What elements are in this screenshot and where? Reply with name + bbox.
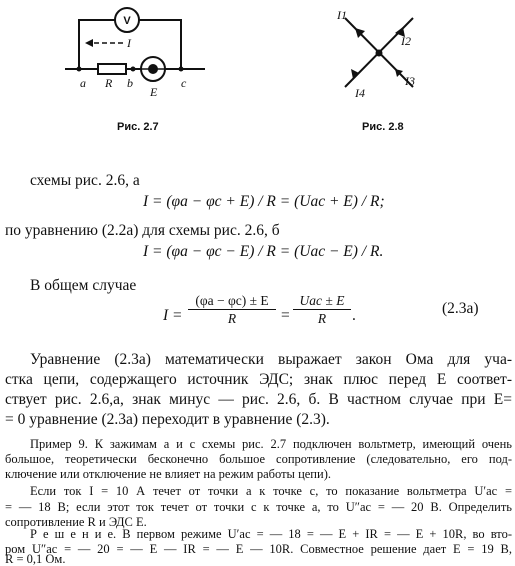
solution-line-1: Р е ш е н и е. В первом режиме U′ac = — 18 = — E + IR = — E + 10R, во вто- xyxy=(30,527,512,541)
fraction-1-denominator: R xyxy=(227,311,237,326)
text-line-eq-reference: по уравнению (2.2а) для схемы рис. 2.6, б xyxy=(5,222,280,239)
example-line-3: ключение или отключение не влияет на режим работы цепи). xyxy=(5,467,331,481)
text-line-scheme-a: схемы рис. 2.6, а xyxy=(30,172,140,189)
equation-3-lhs: I = xyxy=(163,307,183,324)
current-i1-label: I1 xyxy=(337,8,347,22)
equation-1: I = (φa − φc + E) / R = (Uac + E) / R; xyxy=(143,193,385,210)
figure-2-7-caption: Рис. 2.7 xyxy=(117,121,159,133)
equation-2: I = (φa − φc − E) / R = (Uac − E) / R. xyxy=(143,243,384,260)
figure-2-8-node xyxy=(325,5,435,105)
voltmeter-label: V xyxy=(123,15,131,27)
solution-line-3: R = 0,1 Ом. xyxy=(5,552,66,566)
example-line-6: сопротивление R и ЭДС E. xyxy=(5,515,147,529)
figure-2-8-caption: Рис. 2.8 xyxy=(362,121,404,133)
current-label: I xyxy=(127,36,131,50)
fraction-1-numerator: (φa − φc) ± E xyxy=(188,292,276,310)
resistor-symbol xyxy=(98,64,126,74)
text-line-general-case: В общем случае xyxy=(30,277,137,294)
fraction-2-numerator: Uac ± E xyxy=(293,292,351,310)
figure-2-7-circuit xyxy=(55,5,220,105)
example-line-4: Если ток I = 10 А течет от точки а к точке с, то показание вольтметра U′ac = xyxy=(30,484,512,498)
equation-3-number: (2.3а) xyxy=(442,300,479,317)
node-c-label: c xyxy=(181,76,187,90)
example-line-1: Пример 9. К зажимам а и с схемы рис. 2.7 подключен вольтметр, имеющий очень xyxy=(30,437,512,451)
current-i4-label: I4 xyxy=(355,86,365,100)
node-b-label: b xyxy=(127,76,133,90)
paragraph-line-3: ствует рис. 2.6,а, знак минус — рис. 2.6, б. В частном случае при E= xyxy=(5,391,512,408)
current-i2-label: I2 xyxy=(401,34,411,48)
example-line-2: большое, теоретически бесконечно большое сопротивление (следовательно, его под- xyxy=(5,452,512,466)
example-line-5: = — 18 В; если этот ток течет от точки с к точке а, то U″ac = — 20 В. Определить xyxy=(5,500,512,514)
equation-3-period: . xyxy=(352,307,356,324)
solution-line-2: ром U″ac = — 20 = — E — IR = — E — 10R. Совместное решение дает E = 19 В, xyxy=(5,542,512,556)
paragraph-line-1: Уравнение (2.3а) математически выражает закон Ома для уча- xyxy=(30,351,512,368)
paragraph-line-2: стка цепи, содержащего источник ЭДС; знак плюс перед E соответ- xyxy=(5,371,512,388)
current-i3-label: I3 xyxy=(405,74,415,88)
node-a-label: a xyxy=(80,76,86,90)
source-label: E xyxy=(150,85,158,99)
resistor-label: R xyxy=(105,76,113,90)
paragraph-line-4: = 0 уравнение (2.3а) переходит в уравнение (2.3). xyxy=(5,411,330,428)
equation-3-fraction-1 xyxy=(188,292,276,327)
fraction-2-denominator: R xyxy=(317,311,327,326)
equation-3-fraction-2 xyxy=(293,292,351,327)
equation-3-equals: = xyxy=(281,307,290,324)
